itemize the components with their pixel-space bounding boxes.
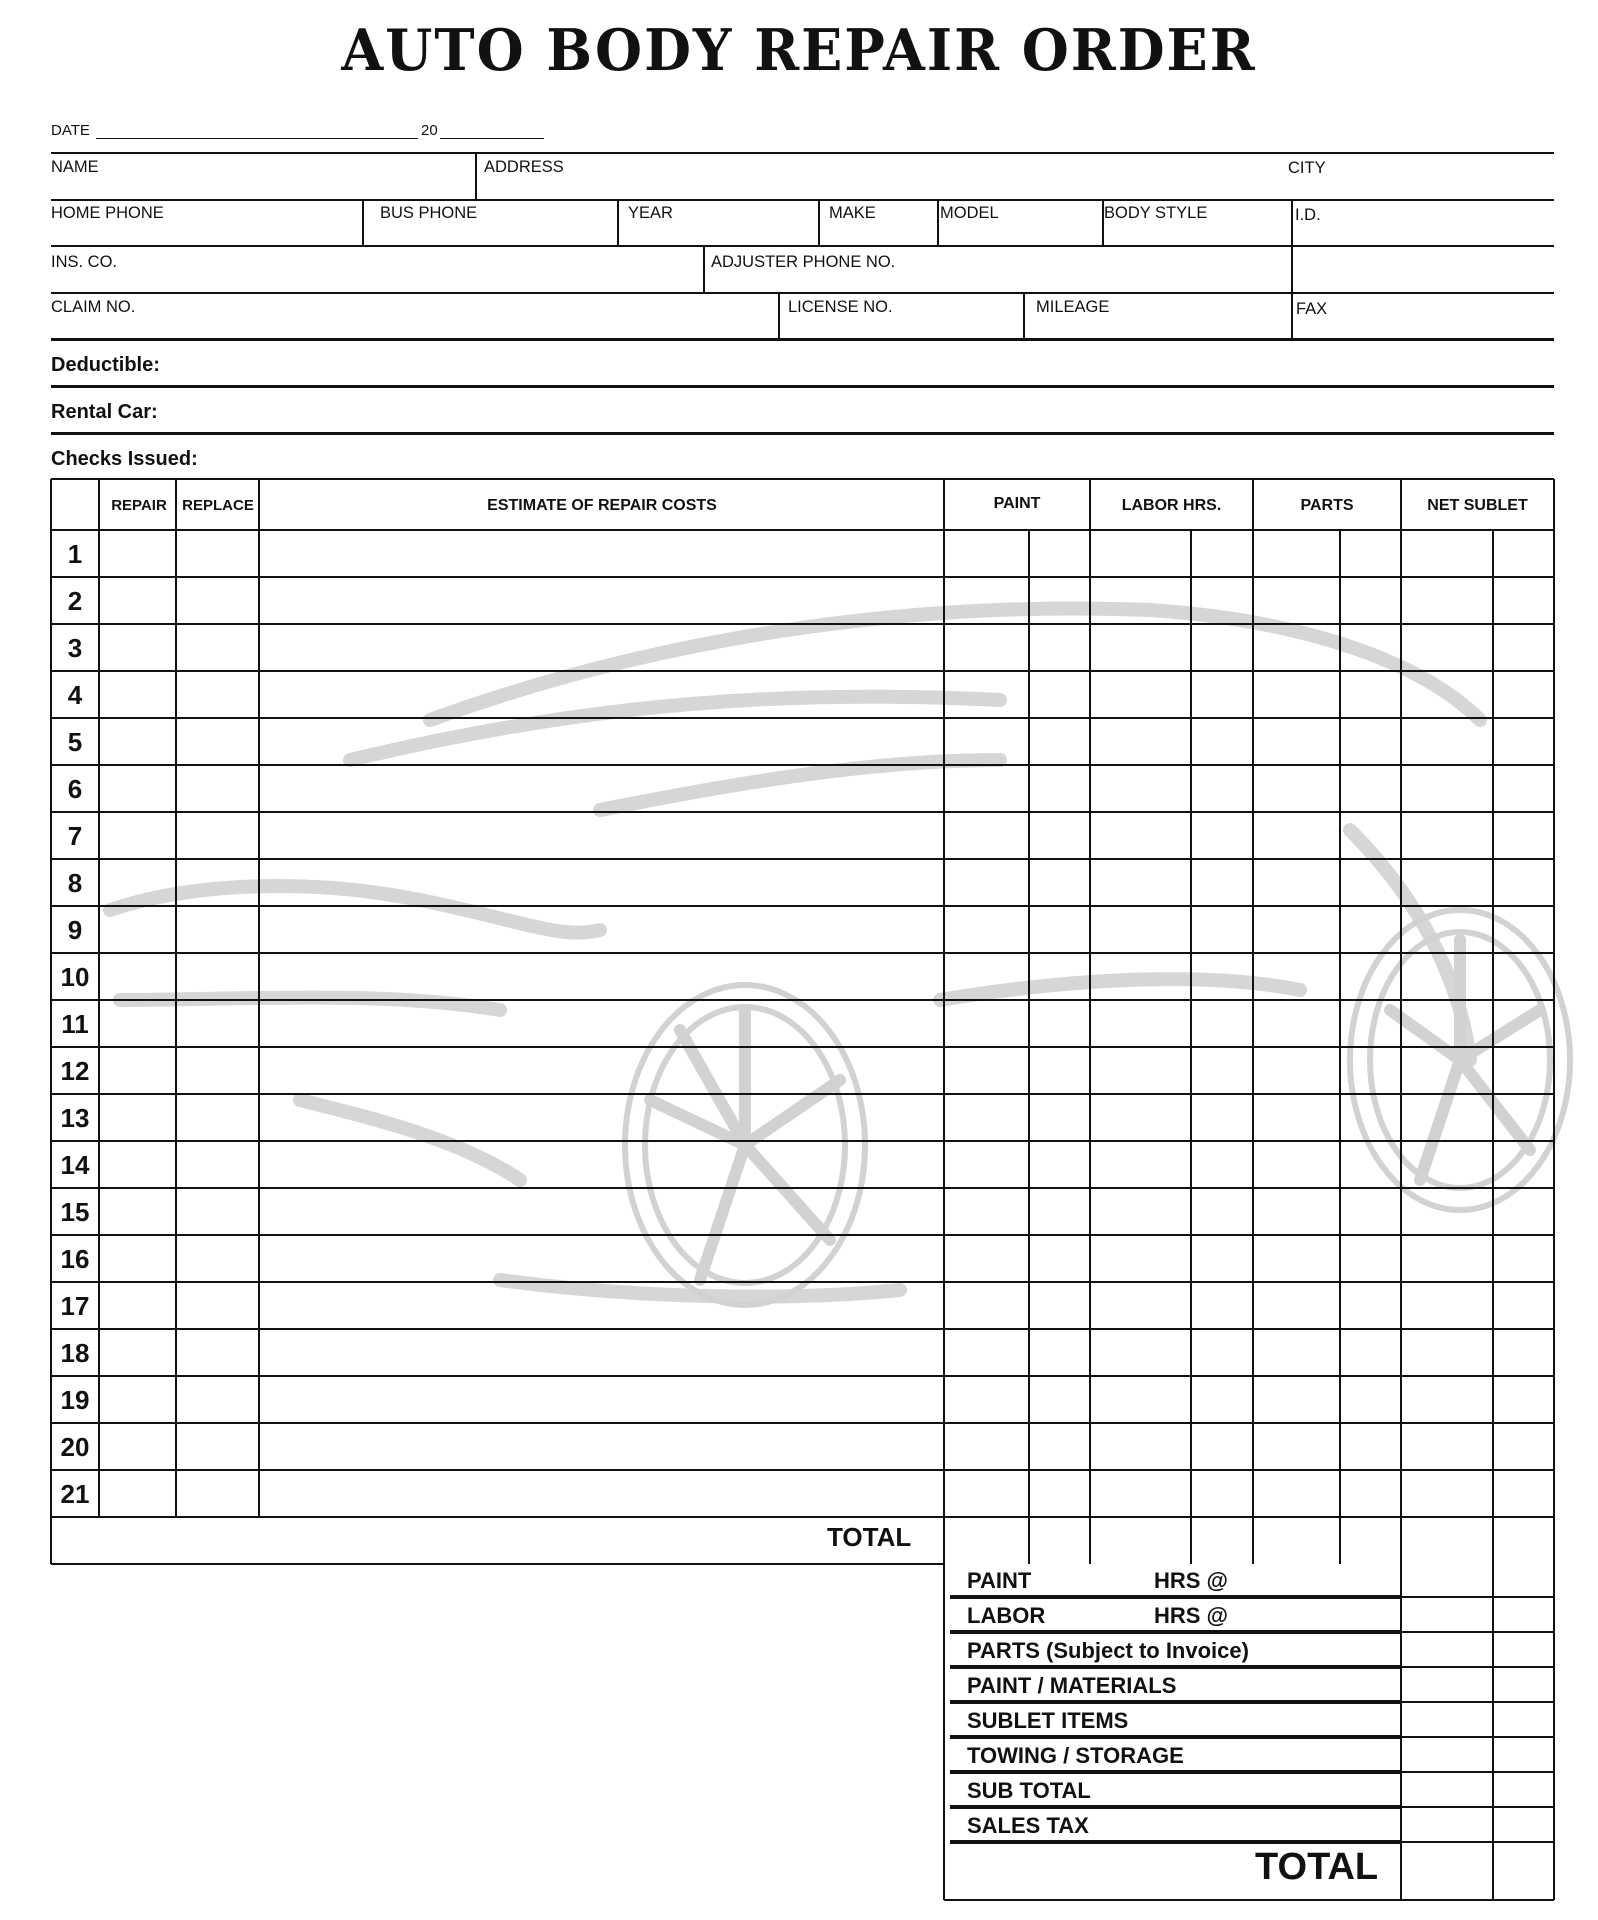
col-repair: REPAIR (111, 497, 167, 514)
name-label: NAME (51, 158, 99, 176)
summary-parts-label: PARTS (Subject to Invoice) (967, 1638, 1249, 1663)
deductible-label: Deductible: (51, 354, 160, 376)
row-number: 3 (67, 633, 83, 663)
summary-towing-storage-label: TOWING / STORAGE (967, 1743, 1184, 1768)
col-estimate: ESTIMATE OF REPAIR COSTS (487, 497, 717, 514)
date-label: DATE (51, 122, 90, 139)
row-number: 2 (67, 586, 83, 616)
summary-paint-label: PAINT (967, 1568, 1032, 1593)
adjuster-phone-label: ADJUSTER PHONE NO. (711, 253, 896, 271)
row-number: 19 (60, 1385, 90, 1415)
row-number: 4 (67, 680, 83, 710)
row-number: 16 (60, 1244, 90, 1274)
col-net-sublet: NET SUBLET (1427, 497, 1528, 514)
city-label: CITY (1288, 159, 1326, 177)
row-number: 8 (67, 868, 83, 898)
make-label: MAKE (829, 204, 876, 222)
col-labor-hrs: LABOR HRS. (1121, 497, 1222, 514)
row-number: 9 (67, 915, 83, 945)
row-number: 18 (60, 1338, 90, 1368)
summary-sales-tax-label: SALES TAX (967, 1813, 1089, 1838)
row-number: 10 (60, 962, 90, 992)
model-label: MODEL (940, 204, 999, 222)
summary-labor-label: LABOR (967, 1603, 1046, 1628)
rental-car-label: Rental Car: (51, 401, 158, 423)
mileage-label: MILEAGE (1036, 298, 1110, 316)
checks-issued-label: Checks Issued: (51, 448, 198, 470)
row-number: 12 (60, 1056, 90, 1086)
bus-phone-label: BUS PHONE (380, 204, 478, 222)
row-number: 7 (67, 821, 83, 851)
ins-co-label: INS. CO. (51, 253, 118, 271)
row-number: 15 (60, 1197, 90, 1227)
form-title: AUTO BODY REPAIR ORDER (341, 16, 1257, 84)
id-label: I.D. (1295, 206, 1321, 224)
summary-sublet-items-label: SUBLET ITEMS (967, 1708, 1129, 1733)
row-number: 20 (60, 1432, 90, 1462)
summary-labor-hrs-label: HRS @ (1154, 1603, 1229, 1628)
row-number: 6 (67, 774, 83, 804)
fax-label: FAX (1296, 300, 1328, 318)
year-label: YEAR (628, 204, 673, 222)
claim-no-label: CLAIM NO. (51, 298, 136, 316)
row-number: 14 (60, 1150, 90, 1180)
row-number: 17 (60, 1291, 90, 1321)
summary-paint-hrs-label: HRS @ (1154, 1568, 1229, 1593)
home-phone-label: HOME PHONE (51, 204, 164, 222)
row-number: 1 (67, 539, 83, 569)
row-number: 13 (60, 1103, 90, 1133)
table-total-label: TOTAL (827, 1522, 912, 1552)
summary-paint-materials-label: PAINT / MATERIALS (967, 1673, 1177, 1698)
body-style-label: BODY STYLE (1104, 204, 1208, 222)
year-prefix: 20 (421, 122, 438, 139)
col-parts: PARTS (1300, 497, 1354, 514)
row-number: 21 (60, 1479, 90, 1509)
address-label: ADDRESS (484, 158, 564, 176)
row-number: 11 (61, 1009, 89, 1039)
license-no-label: LICENSE NO. (788, 298, 893, 316)
row-number: 5 (67, 727, 83, 757)
grand-total-label: TOTAL (1255, 1846, 1379, 1888)
col-replace: REPLACE (182, 497, 254, 514)
col-paint: PAINT (993, 495, 1041, 512)
summary-sub-total-label: SUB TOTAL (967, 1778, 1091, 1803)
